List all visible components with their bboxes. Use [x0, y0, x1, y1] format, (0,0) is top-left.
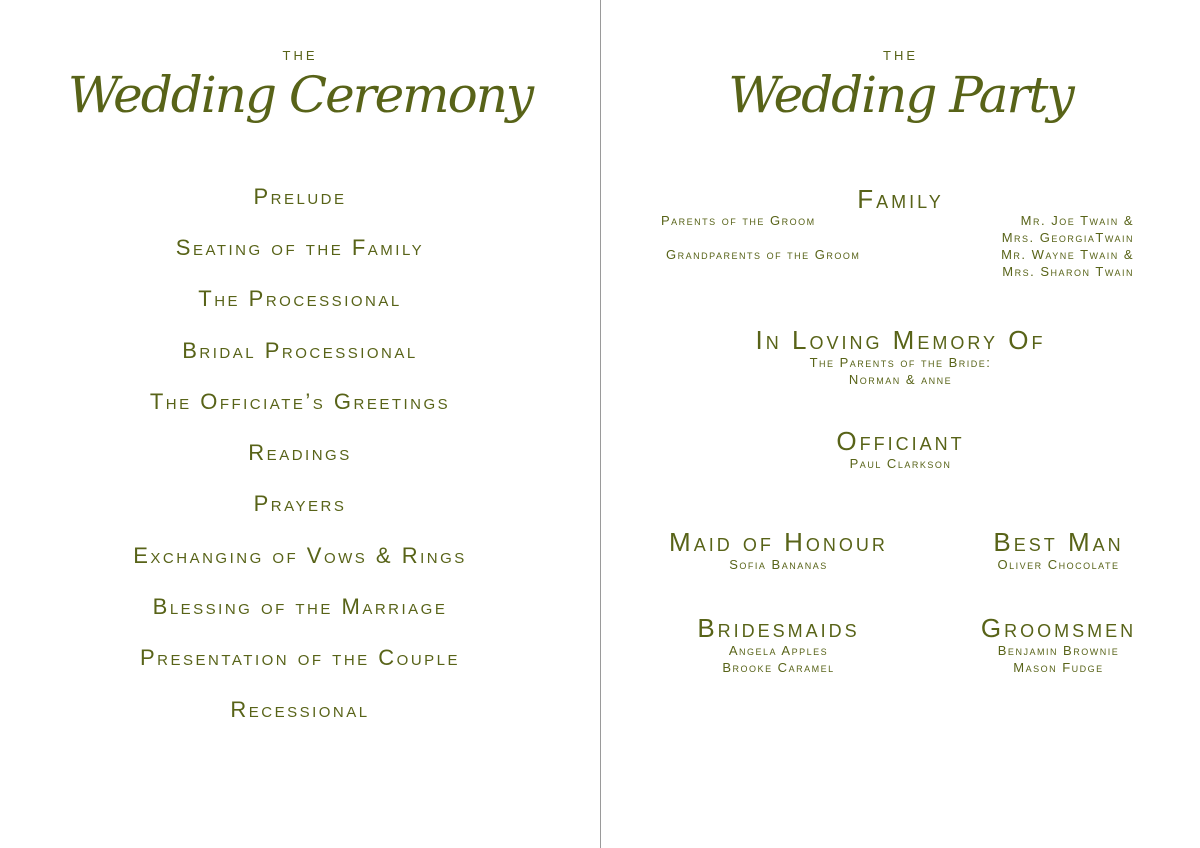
bridesmaid-name: Angela Apples	[728, 643, 829, 658]
party-title: Wedding Party	[728, 66, 1073, 124]
grandparents-line2: Mrs. Sharon Twain	[1002, 264, 1134, 279]
officiant-name: Paul Clarkson	[849, 456, 952, 471]
bridesmaids-heading: Bridesmaids	[697, 613, 860, 643]
maid-heading: Maid of Honour	[669, 527, 888, 557]
ceremony-item: Exchanging of Vows & Rings	[133, 543, 467, 568]
family-heading: Family	[857, 184, 944, 214]
party-the: the	[883, 44, 918, 65]
groomsman-name: Benjamin Brownie	[997, 643, 1120, 658]
groomsman-name: Mason Fudge	[1013, 660, 1104, 675]
parents-label: Parents of the Groom	[661, 213, 816, 228]
officiant-heading: Officiant	[836, 426, 965, 456]
party-panel	[601, 0, 1200, 848]
maid-name: Sofia Bananas	[729, 557, 828, 572]
ceremony-item: The Officiate’s Greetings	[149, 389, 451, 414]
memory-line2: Norman & anne	[848, 372, 953, 387]
ceremony-item: Blessing of the Marriage	[152, 594, 448, 619]
ceremony-item: Recessional	[230, 697, 370, 722]
ceremony-item: The Processional	[198, 286, 402, 311]
ceremony-item: Prelude	[253, 184, 347, 209]
bestman-heading: Best Man	[993, 527, 1124, 557]
groomsmen-heading: Groomsmen	[980, 613, 1137, 643]
grandparents-label: Grandparents of the Groom	[666, 247, 861, 262]
ceremony-item: Bridal Processional	[182, 338, 418, 363]
ceremony-item: Presentation of the Couple	[139, 645, 461, 670]
ceremony-the: the	[282, 44, 318, 65]
memory-heading: In Loving Memory Of	[755, 325, 1046, 355]
memory-line1: The Parents of the Bride:	[809, 355, 992, 370]
bridesmaid-name: Brooke Caramel	[722, 660, 835, 675]
bestman-name: Oliver Chocolate	[997, 557, 1120, 572]
ceremony-item: Prayers	[253, 491, 347, 516]
grandparents-line1: Mr. Wayne Twain &	[1001, 247, 1134, 262]
ceremony-item: Readings	[248, 440, 352, 465]
parents-line1: Mr. Joe Twain &	[1020, 213, 1134, 228]
parents-line2: Mrs. GeorgiaTwain	[1001, 230, 1134, 245]
ceremony-item: Seating of the Family	[175, 235, 425, 260]
ceremony-title: Wedding Ceremony	[67, 66, 533, 124]
